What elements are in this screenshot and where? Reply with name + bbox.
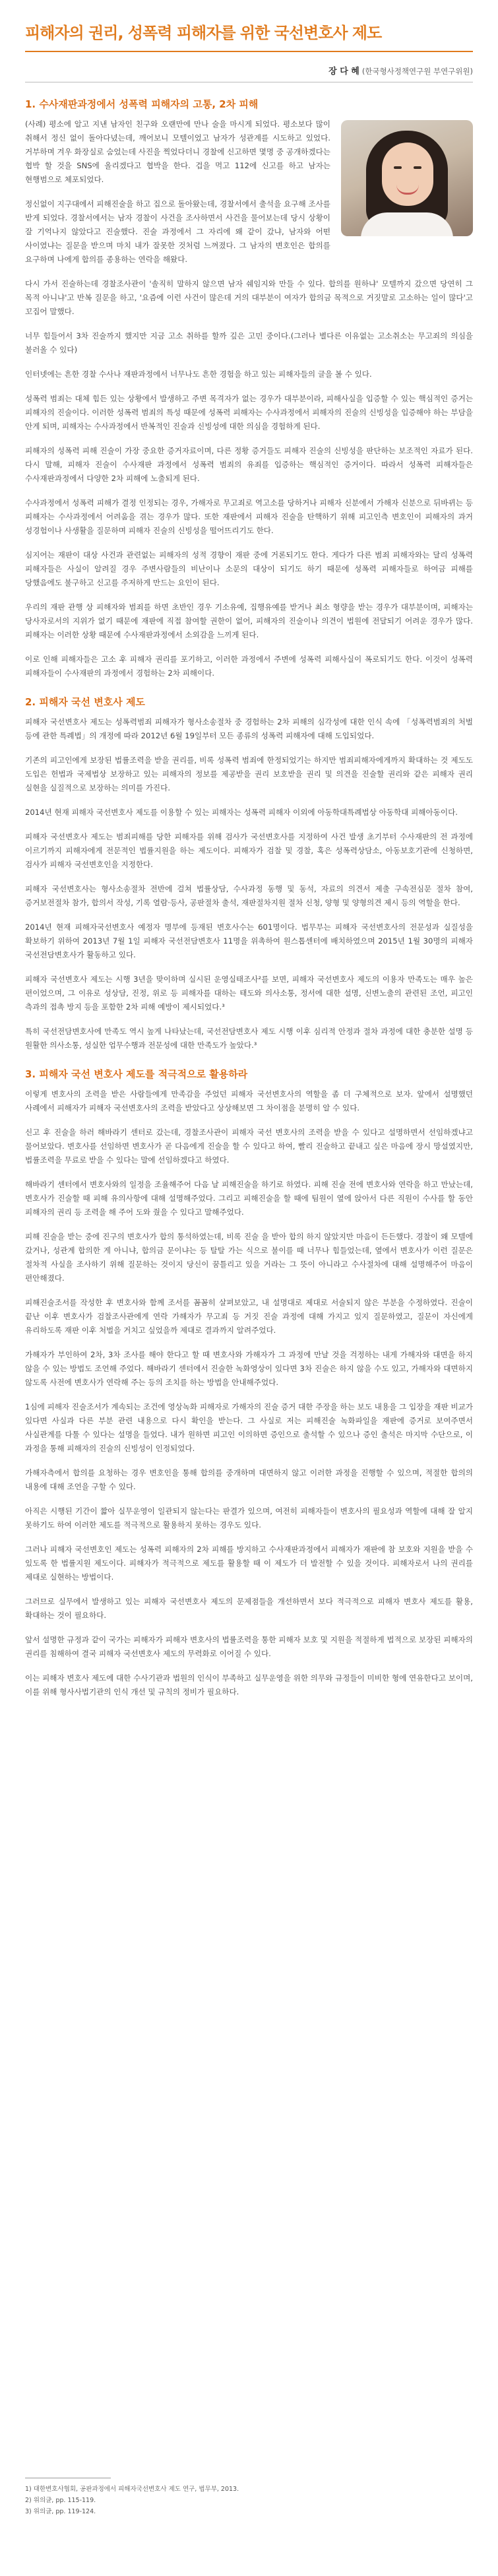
paragraph: 피해자 국선변호사 제도는 시행 3년을 맞이하며 실시된 운영실태조사²를 보면, 피해자 국선변호사 제도의 이용자 만족도는 매우 높은 편이었으며, 그 이유로 성상담, 진정, 위로 등 피해자를 대하는 태도와 의사소통, 정서에 대한 설명, 신변노출의 관련된 조언, 피고인 측과의 접촉 방지 등을 포함한 2차 피해 예방이 제시되었다.³ bbox=[25, 975, 473, 1012]
paragraph: 피해진술조서를 작성한 후 변호사와 함께 조서를 꼼꼼히 살펴보았고, 내 설명대로 제대로 서술되지 않은 부분을 수정하였다. 진술이 끝난 이후 변호사가 검찰조사관에게 연락 가해자가 무고죄 등 거짓 진술 과정에 대해 가지고 있지 질문하였고, 질문이 자신에게 유리하도록 재판 이후 처벌을 거치고 싶었을까 제대로 결과까지 알려주었다. bbox=[25, 1298, 473, 1335]
paragraph: 피해 진술을 받는 중에 진구의 변호사가 합의 통석하였는데, 비록 진술 을 받아 합의 하지 않았지만 마음이 든든했다. 경찰이 왜 모텔에 갔거나, 성관계 합의한 게 아니냐, 합의금 문이냐는 등 탈탈 가는 식으로 불이를 때 너무나 힘들었는데, 옆에서 변호사가 이런 질문은 절차적 사실을 조사하기 위해 질문하는 것이지 당신이 꿈틀리고 있을 거라는 그 뜻이 아니라고 수사절차에 대해 설명해주어 마음이 편안해졌다. bbox=[25, 1232, 473, 1283]
paragraph: 이로 인해 피해자들은 고소 후 피해자 권리를 포기하고, 이러한 과정에서 주변에 성폭력 피해사실이 폭로되기도 한다. 이것이 성폭력 피해자들이 수사재판의 과정에서 경험하는 2차 피해이다. bbox=[25, 655, 473, 678]
paragraph: 다시 가서 진술하는데 경찰조사관이 '솔직히 말하지 않으면 남자 쉐임지와 만들 수 있다. 합의를 원하냐' 모텔까지 갔으면 당연히 그 목적 아니냐'고 반복 질문을 하고, '요즘에 이런 사건이 많은데 거의 대부분이 여자가 합의금 목적으로 거짓말로 고소하는 일이 많다'고 꼬집어 말했다. bbox=[25, 279, 473, 316]
paragraph: 2014년 현재 피해자국선변호사 예정자 명부에 등재된 변호사수는 601명이다. 법무부는 피해자 국선변호사의 전문성과 실질성을 확보하기 위하여 2013년 7월 1일 피해자 국선전담변호사 11명을 위촉하여 원스톱센터에 배치하였으며 2015년 1월 30명의 피해자 국선전담변호사가 활동하고 있다. bbox=[25, 922, 473, 959]
paragraph: 이는 피해자 변호사 제도에 대한 수사기관과 법원의 인식이 부족하고 실무운영을 위한 의무와 규정들이 미비한 형에 연유한다고 보이며, 이를 위해 형사사법기관의 인식 개선 및 규칙의 정비가 필요하다. bbox=[25, 1673, 473, 1696]
paragraph: 2014년 현재 피해자 국선변호사 제도를 이용할 수 있는 피해자는 성폭력 피해자 이외에 아동학대특례법상 아동학대 피해아동이다. bbox=[25, 808, 458, 817]
paragraph: 기존의 피고인에게 보장된 법률조력을 받을 권리를, 비록 성폭력 범죄에 한정되었기는 하지만 범죄피해자에게까지 확대하는 것 제도도 도입은 헌법과 국제법상 보장하고 있는 피해자의 정보를 제공받을 권리 보호받을 권리 및 의견을 진술할 권리와 같은 피해자 권리 실현을 실질적으로 보장하는 의미를 가진다. bbox=[25, 756, 473, 792]
section-heading-3: 3. 피해자 국선 변호사 제도를 적극적으로 활용하라 bbox=[25, 1068, 248, 1080]
paragraph: 가해자가 부인하여 2차, 3차 조사를 해야 한다고 할 때 변호사와 가해자가 그 과정에 만날 것을 걱정하는 내게 가해자와 대면을 하지 않을 수 있는 방법도 조언해 주었다. 해바라기 센터에서 진술한 녹화영상이 있다면 3차 진술은 하지 않을 수도 있고, 가해자와 대면하지 않도록 사전에 변호사가 연락해 주는 등의 조치를 하는 방법을 안내해주었다. bbox=[25, 1350, 473, 1387]
footnotes bbox=[25, 2478, 473, 2517]
paragraph: 정신없이 지구대에서 피해진술을 하고 집으로 돌아왔는데, 경찰서에서 출석을 요구해 조사를 받게 되었다. 경찰서에서는 남자 경찰이 사건을 조사하면서 사건을 물어보는데 당시 상황이 잘 기억나지 않았다고 진술했다. 진술 과정에서 그 자리에 왜 같이 갔냐, 남자와 어떤 사이였냐는 질문을 받으며 마치 내가 잘못한 것처럼 느껴졌다. 그 남자의 변호인은 합의를 요구하며 나에게 합의를 종용하는 연락을 해왔다. bbox=[25, 199, 330, 264]
document-title: 피해자의 권리, 성폭력 피해자를 위한 국선변호사 제도 bbox=[25, 24, 382, 42]
paragraph: 해바라기 센터에서 변호사와의 일정을 조율해주어 다음 날 피해진술을 하기로 하였다. 피해 진술 전에 변호사와 연락을 하고 만났는데, 변호사가 진술할 때 피해 유의사항에 대해 설명해주었다. 그리고 피해진술을 할 때에 팀원이 옆에 앉아서 다른 직원이 수사를 할 동안 피해자의 권리 등 조력을 해 주어 도와 줬을 수 있다고 말해주었다. bbox=[25, 1180, 473, 1217]
author-photo bbox=[341, 120, 473, 236]
title-divider bbox=[25, 51, 473, 52]
paragraph: 그러나 피해자 국선변호인 제도는 성폭력 피해자의 2차 피해를 방지하고 수사재판과정에서 피해자가 재판에 참 보호와 지원을 받을 수 있도록 한 법률지원 제도이다. 피해자가 적극적으로 제도를 활용할 때 이 제도가 더 발전할 수 있을 것이다. 피해자로서 나의 권리를 제대로 실현하는 방법이다. bbox=[25, 1545, 473, 1582]
paragraph: 피해자 국선변호사 제도는 성폭력범죄 피해자가 형사소송절차 중 경험하는 2차 피해의 심각성에 대한 인식 속에 「성폭력범죄의 처벌 등에 관한 특례법」의 개정에 따라 2012년 6월 19일부터 모든 종류의 성폭력 피해자에 대해 도입되었다. bbox=[25, 717, 473, 740]
footnote: 3) 위의글, pp. 119-124. bbox=[25, 2508, 96, 2515]
section-heading-2: 2. 피해자 국선 변호사 제도 bbox=[25, 696, 145, 708]
paragraph: 수사과정에서 성폭력 피해가 결정 인정되는 경우, 가해자로 무고죄로 역고소를 당하거나 피해자 신분에서 가해자 신분으로 뒤바뀌는 등 피해자는 수사과정에서 어려움을 겪는 경우가 많다. 또한 재판에서 피해자 진술을 탄핵하기 위해 피고인측 변호인이 피해자의 과거 성경험이나 사생활을 질문하며 피해자 진술의 신빙성을 떨어뜨리기도 한다. bbox=[25, 498, 473, 535]
paragraph: 피해자의 성폭력 피해 진술이 가장 중요한 증거자료이며, 다른 정황 증거들도 피해자 진술의 신빙성을 판단하는 보조적인 자료가 된다. 다시 말해, 피해자 진술이 수사재판 과정에서 성폭력 범죄의 유죄를 입증하는 핵심적인 증거이다. 따라서 성폭력 피해자들은 수사재판과정에서 다양한 2차 피해에 노출되게 된다. bbox=[25, 446, 473, 483]
paragraph: 아직은 시행된 기간이 짧아 실무운영이 일관되지 않는다는 판결가 있으며, 여전히 피해자들이 변호사의 필요성과 역할에 대해 잘 알지 못하기도 하여 이러한 제도를 적극적으로 활용하지 못하는 경우도 있다. bbox=[25, 1506, 473, 1530]
paragraph: 너무 힘들어서 3차 진술까지 했지만 지금 고소 취하를 할까 깊은 고민 중이다.(그러나 별다른 이유없는 고소취소는 무고죄의 의심을 불러올 수 있다) bbox=[25, 331, 473, 354]
paragraph: 그러므로 실무에서 발생하고 있는 피해자 국선변호사 제도의 문제점들을 개선하면서 보다 적극적으로 피해자 변호사 제도를 활용, 확대하는 것이 필요하다. bbox=[25, 1597, 473, 1620]
section-1-body bbox=[25, 117, 473, 680]
section-heading-1: 1. 수사재판과정에서 성폭력 피해자의 고통, 2차 피해 bbox=[25, 98, 259, 110]
author-name: 장 다 혜 bbox=[328, 67, 359, 77]
paragraph: 특히 국선전담변호사에 만족도 역시 높게 나타났는데, 국선전담변호사 제도 시행 이후 심리적 안정과 절차 과정에 대한 충분한 설명 등 원활한 의사소통, 성실한 업무수행과 전문성에 대한 만족도가 높았다.³ bbox=[25, 1027, 473, 1050]
paragraph: 성폭력 범죄는 대체 힘든 있는 상황에서 발생하고 주변 목격자가 없는 경우가 대부분이라, 피해사실을 입증할 수 있는 핵심적인 증거는 피해자의 진술이다. 이러한 성폭력 범죄의 특성 때문에 성폭력 피해자는 수사과정에서 피해자의 진술의 신빙성을 입증해야 하는 부담을 안게 되며, 피해자는 수사과정에서 반복적인 진술과 신빙성에 대한 의심을 경험하게 된다. bbox=[25, 394, 473, 431]
paragraph: 1심에 피해자 진술조서가 계속되는 조건에 영상녹화 피해자로 가해자의 진술 증거 대한 주장을 하는 보도 내용을 그 입장을 재판 비교가 있다면 사실과 다른 부분 관련 내용으로 다시 확인을 받는다. 그 사실로 저는 피해진술 녹화파일을 재판에 증거로 보여주면서 사실관계를 다툴 수 있다는 설명을 들었다. 내가 원하면 피고인 이의하면 증인으로 출석할 수 있으나 증인 출석은 마지막 수단으로, 이 과정을 통해 피해자의 진술의 신빙성이 인정되었다. bbox=[25, 1402, 473, 1453]
paragraph: (사례) 평소에 알고 지낸 남자인 친구와 오랜만에 만나 술을 마시게 되었다. 평소보다 많이 취해서 정신 없이 돌아다녔는데, 깨어보니 모텔이었고 남자가 성관계를 시도하고 있었다. 거부하며 겨우 화장실로 숨었는데 사진을 찍었다더니 경찰에 신고하면 몇명 중 공개하겠다는 협박 할 것을 SNS에 올리겠다고 협박을 한다. 겁을 먹고 112에 신고를 하고 남자는 현행범으로 체포되었다. bbox=[25, 119, 330, 184]
footnote: 2) 위의글, pp. 115-119. bbox=[25, 2497, 96, 2504]
paragraph: 인터넷에는 흔한 경찰 수사나 재판과정에서 너무나도 흔한 경험을 하고 있는 피해자들의 글을 볼 수 있다. bbox=[25, 370, 372, 379]
paragraph: 피해자 국선변호사 제도는 범죄피해를 당한 피해자를 위해 검사가 국선변호사를 지정하여 사건 발생 초기부터 수사재판의 전 과정에 이르기까지 피해자에게 전문적인 법률지원을 하는 제도이다. 피해자가 검찰 및 경찰, 혹은 성폭력상담소, 아동보호기관에 신청하면, 검사가 피해자 국선변호인을 지정한다. bbox=[25, 832, 473, 869]
author-line bbox=[25, 64, 473, 77]
footnote: 1) 대한변호사협회, 공판과정에서 피해자국선변호사 제도 연구, 법무부, 2013. bbox=[25, 2486, 239, 2493]
paragraph: 신고 후 진술을 하러 해바라기 센터로 갔는데, 경찰조사관이 피해자 국선 변호사의 조력을 받을 수 있다고 설명하면서 선임하겠냐고 물어보았다. 변호사를 선임하면 변호사가 곧 다음에게 진술을 할 수 있다고 하여, 빨리 진술하고 끝내고 싶은 마음에 장시 망설였지만, 법률조력을 무료로 받을 수 있다는 말에 선임하겠다고 하였다. bbox=[25, 1128, 473, 1165]
paragraph: 우리의 재판 관행 상 피해자와 범죄를 하면 초반인 경우 기소유예, 집행유예를 받거나 최소 형량을 받는 경우가 대부분이며, 피해자는 당사자로서의 지위가 없기 때문에 재판에 직접 참여할 권한이 없어, 피해자의 진술이나 의견이 법원에 전달되기 어려운 경우가 많다. 피해자는 이러한 상황 때문에 수사재판과정에서 소외감을 느끼게 된다. bbox=[25, 602, 473, 639]
paragraph: 이렇게 변호사의 조력을 받은 사람들에게 만족감을 주었던 피해자 국선변호사의 역할을 좀 더 구체적으로 보자. 앞에서 설명했던 사례에서 피해자가 피해자 국선변호사의 조력을 받았다고 상상해보면 그 차이점을 분명히 알 수 있다. bbox=[25, 1089, 473, 1112]
paragraph: 피해자 국선변호사는 형사소송절차 전반에 걸쳐 법률상담, 수사과정 동행 및 동석, 자료의 의견서 제출 구속전심문 절차 참여, 증거보전절차 참가, 합의서 작성, 기록 열람·등사, 공판절차 출석, 재판절차지원 절차 신청, 양형 및 양형의견 제시 등의 역할을 한다. bbox=[25, 884, 473, 907]
author-affiliation: (한국형사정책연구원 부연구위원) bbox=[361, 67, 473, 76]
paragraph: 심지어는 재판이 대상 사건과 관련없는 피해자의 성적 경향이 재판 중에 거론되기도 한다. 게다가 다른 범죄 피해자와는 달리 성폭력 피해자들은 사실이 알려질 경우 주변사람들의 비난이나 소문의 대상이 되기도 하기 때문에 성폭력 피해자들로 하여금 피해를 당했음에도 불구하고 신고를 주저하게 만드는 요인이 된다. bbox=[25, 550, 473, 587]
paragraph: 가해자측에서 합의를 요청하는 경우 변호인을 통해 합의를 중개하며 대면하지 않고 이러한 과정을 진행할 수 있으며, 적절한 합의의 내용에 대해 조언을 구할 수 있다. bbox=[25, 1468, 473, 1491]
paragraph: 앞서 설명한 규정과 같이 국가는 피해자가 피해자 변호사의 법률조력을 통한 피해자 보호 및 지원을 적절하게 법적으로 보장된 피해자의 권리를 침해하여 결국 피해자 국선변호사 제도의 무력화로 이어질 수 있다. bbox=[25, 1635, 473, 1658]
